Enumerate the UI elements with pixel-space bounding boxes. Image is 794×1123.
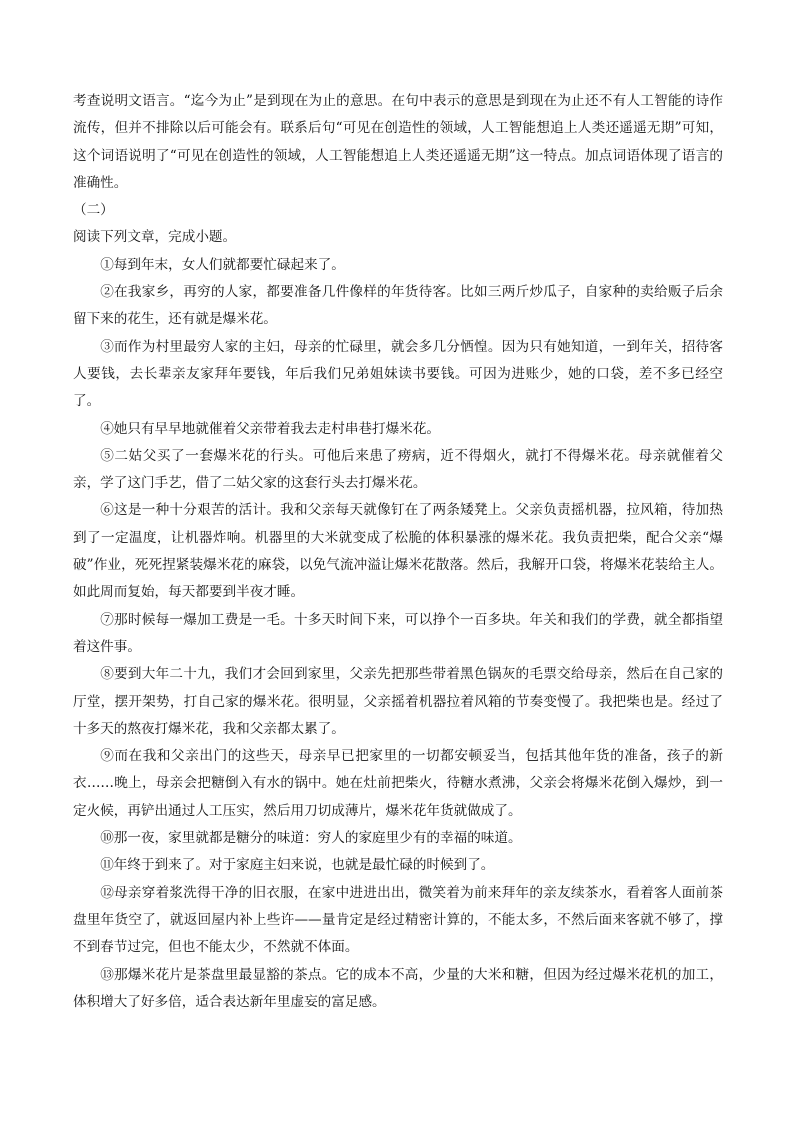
article-paragraph-6: ⑥这是一种十分艰苦的活计。我和父亲每天就像钉在了两条矮凳上。父亲负责摇机器，拉风箱，待加热到了一定温度，让机器炸响。机器里的大米就变成了松脆的体积暴涨的爆米花。我负责把柴，配合父亲“爆破”作业，死死捏紧装爆米花的麻袋，以免气流冲溢让爆米花散落。然后，我解开口袋，将爆米花装给主人。如此周而复始，每天都要到半夜才睡。 [73,502,723,601]
article-paragraph-13: ⑬那爆米花片是茶盘里最显豁的茶点。它的成本不高，少量的大米和糖，但因为经过爆米花机的加工，体积增大了好多倍，适合表达新年里虚妄的富足感。 [73,966,723,1010]
article-paragraph-3: ③而作为村里最穷人家的主妇，母亲的忙碌里，就会多几分恓惶。因为只有她知道，一到年关，招待客人要钱，去长辈亲友家拜年要钱，年后我们兄弟姐妹读书要钱。可因为进账少，她的口袋，差不多已经空了。 [73,338,723,410]
article-paragraph-11: ⑪年终于到来了。对于家庭主妇来说，也就是最忙碌的时候到了。 [100,857,495,874]
article-paragraph-7: ⑦那时候每一爆加工费是一毛。十多天时间下来，可以挣个一百多块。年关和我们的学费，就全都指望着这件事。 [73,611,723,655]
section-label: （二） [73,202,114,219]
article-paragraph-5: ⑤二姑父买了一套爆米花的行头。可他后来患了痨病，近不得烟火，就打不得爆米花。母亲就催着父亲，学了这门手艺，借了二姑父家的这套行头去打爆米花。 [73,447,723,492]
article-paragraph-2: ②在我家乡，再穷的人家，都要准备几件像样的年货待客。比如三两斤炒瓜子，自家种的卖给贩子后余留下来的花生，还有就是爆米花。 [73,284,723,328]
article-paragraph-4: ④她只有早早地就催着父亲带着我去走村串巷打爆米花。 [100,420,441,437]
article-paragraph-1: ①每到年末，女人们就都要忙碌起来了。 [100,256,345,273]
intro-paragraph: 考查说明文语言。“迄今为止”是到现在为止的意思。在句中表示的意思是到现在为止还不有人工智能的诗作流传，但并不排除以后可能会有。联系后句“可见在创造性的领域，人工智能想追上人类还遥遥无期”可知，这个词语说明了“可见在创造性的领域，人工智能想追上人类还遥遥无期”这一特点。加点词语体现了语言的准确性。 [73,93,723,191]
article-paragraph-10: ⑩那一夜，家里就都是糖分的味道：穷人的家庭里少有的幸福的味道。 [100,830,522,847]
article-paragraph-12: ⑫母亲穿着浆洗得干净的旧衣服，在家中进进出出，微笑着为前来拜年的亲友续茶水，看着客人面前茶盘里年货空了，就返回屋内补上些许——量肯定是经过精密计算的，不能太多，不然后面来客就不够了，撑不到春节过完，但也不能太少，不然就不体面。 [73,884,723,956]
document-page [73,88,723,1016]
article-paragraph-8: ⑧要到大年二十九，我们才会回到家里，父亲先把那些带着黑色锅灰的毛票交给母亲，然后在自己家的厅堂，摆开架势，打自己家的爆米花。很明显，父亲摇着机器拉着风箱的节奏变慢了。我把柴也是。经过了十多天的熬夜打爆米花，我和父亲都太累了。 [73,666,723,737]
instruction-text: 阅读下列文章，完成小题。 [73,229,237,246]
article-paragraph-9: ⑨而在我和父亲出门的这些天，母亲早已把家里的一切都安顿妥当，包括其他年货的准备，孩子的新衣……晚上，母亲会把糖倒入有水的锅中。她在灶前把柴火，待糖水煮沸，父亲会将爆米花倒入爆炒，到一定火候，再铲出通过人工压实，然后用刀切成薄片，爆米花年货就做成了。 [73,748,723,819]
